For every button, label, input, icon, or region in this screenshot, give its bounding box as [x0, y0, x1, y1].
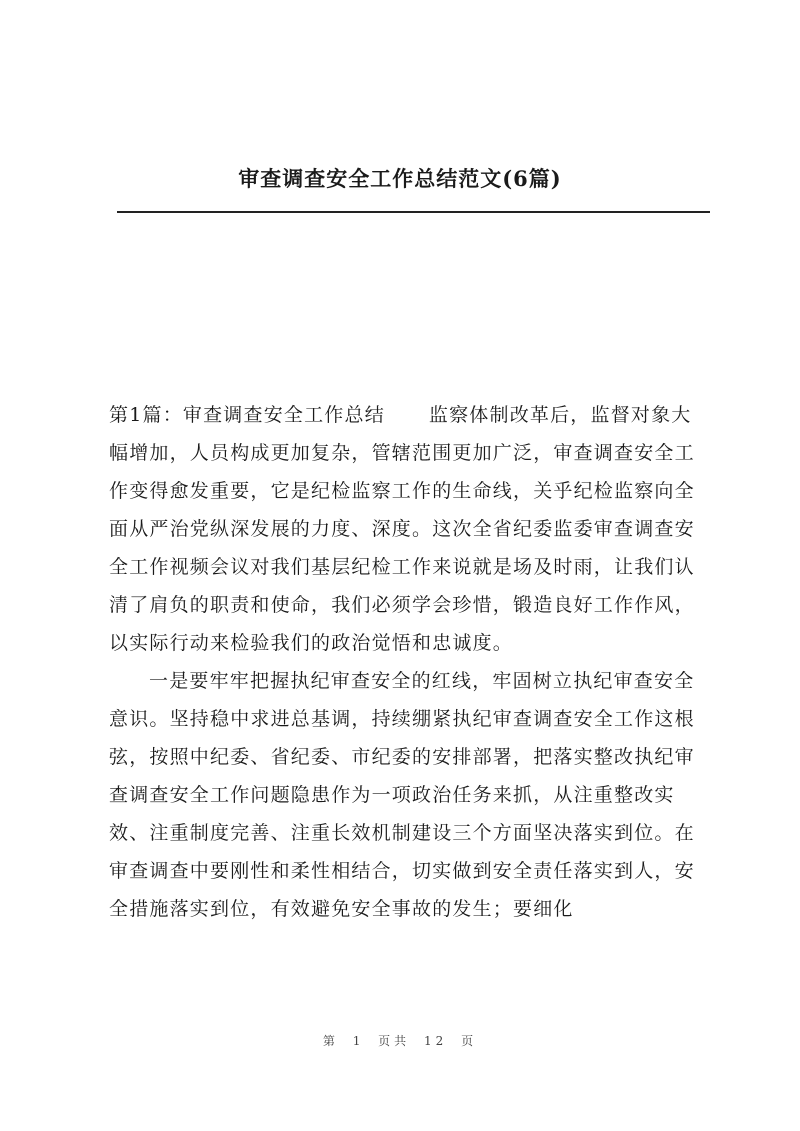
paragraph-2: 一是要牢牢把握执纪审查安全的红线，牢固树立执纪审查安全意识。坚持稳中求进总基调，持续绷紧执纪审查调查安全工作这根弦，按照中纪委、省纪委、市纪委的安排部署，把落实整改执纪审查调查安全工作问题隐患作为一项政治任务来抓，从注重整改实效、注重制度完善、注重长效机制建设三个方面坚决落实到位。在审查调查中要刚性和柔性相结合，切实做到安全责任落实到人，安全措施落实到位，有效避免安全事故的发生；要细化 [109, 670, 695, 920]
document-body [109, 396, 711, 928]
footer-page-total: 12 [424, 1034, 448, 1048]
paragraph-1 [109, 396, 711, 662]
paragraph-1-text: 监察体制改革后，监督对象大幅增加，人员构成更加复杂，管辖范围更加广泛，审查调查安全工作变得愈发重要，它是纪检监察工作的生命线，关乎纪检监察向全面从严治党纵深发展的力度、深度。这次全省纪委监委审查调查安全工作视频会议对我们基层纪检工作来说就是场及时雨，让我们认清了肩负的职责和使命，我们必须学会珍惜，锻造良好工作作风，以实际行动来检验我们的政治觉悟和忠诚度。 [109, 404, 695, 654]
footer-suffix: 页 [461, 1034, 478, 1048]
page-footer [0, 1032, 800, 1049]
footer-prefix: 第 [322, 1034, 339, 1048]
document-title: 审查调查安全工作总结范文(6篇) [238, 166, 562, 191]
footer-page-number: 1 [352, 1034, 365, 1048]
title-underline-divider [117, 211, 710, 213]
section-heading: 第1篇：审查调查安全工作总结 [109, 404, 385, 426]
footer-middle: 页共 [378, 1034, 411, 1048]
